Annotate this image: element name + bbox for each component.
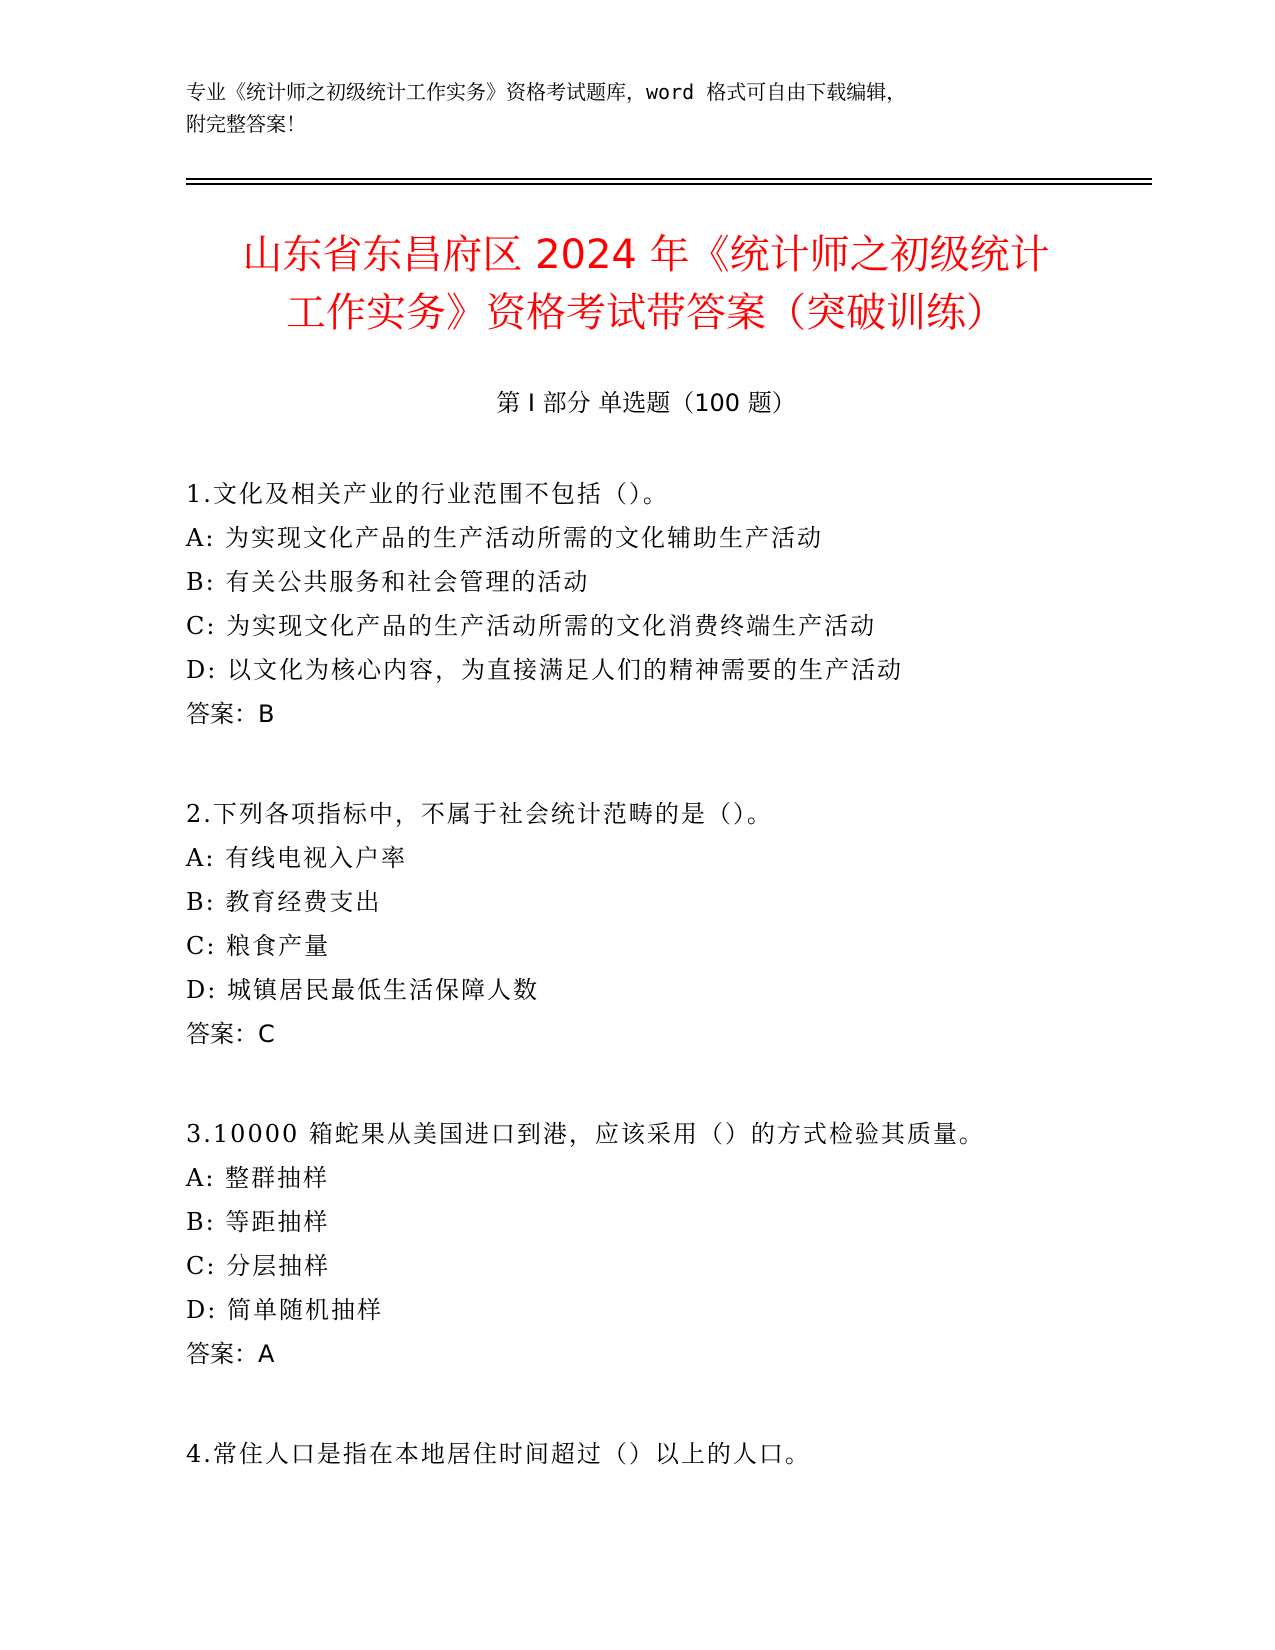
question-2	[186, 792, 1146, 1056]
question-1	[186, 472, 1146, 736]
header-note-line-2: 附完整答案！	[186, 112, 306, 136]
option-c: C: 为实现文化产品的生产活动所需的文化消费终端生产活动	[186, 612, 877, 640]
document-title-line-2: 工作实务》资格考试带答案（突破训练）	[286, 290, 1006, 336]
option-a: A: 有线电视入户率	[186, 844, 408, 872]
header-note	[186, 76, 1086, 140]
question-stem: 1.文化及相关产业的行业范围不包括（）。	[186, 480, 669, 508]
question-stem: 2.下列各项指标中，不属于社会统计范畴的是（）。	[186, 800, 773, 828]
document-title	[186, 226, 1106, 342]
document-title-line-1: 山东省东昌府区 2024 年《统计师之初级统计	[242, 232, 1050, 278]
option-d: D: 简单随机抽样	[186, 1296, 383, 1324]
header-divider-top	[186, 178, 1152, 180]
option-c: C: 粮食产量	[186, 932, 331, 960]
question-3	[186, 1112, 1146, 1376]
header-divider-bottom	[186, 183, 1152, 185]
section-heading: 第 I 部分 单选题（100 题）	[496, 389, 796, 417]
answer: 答案：C	[186, 1020, 275, 1048]
answer: 答案：A	[186, 1340, 275, 1368]
option-d: D: 以文化为核心内容，为直接满足人们的精神需要的生产活动	[186, 656, 903, 684]
option-d: D: 城镇居民最低生活保障人数	[186, 976, 539, 1004]
header-note-line-1: 专业《统计师之初级统计工作实务》资格考试题库，word 格式可自由下载编辑，	[186, 80, 907, 104]
question-4	[186, 1432, 1146, 1476]
option-b: B: 教育经费支出	[186, 888, 382, 916]
answer: 答案：B	[186, 700, 275, 728]
option-a: A: 整群抽样	[186, 1164, 330, 1192]
option-a: A: 为实现文化产品的生产活动所需的文化辅助生产活动	[186, 524, 824, 552]
option-b: B: 有关公共服务和社会管理的活动	[186, 568, 590, 596]
question-stem: 3.10000 箱蛇果从美国进口到港，应该采用（）的方式检验其质量。	[186, 1120, 985, 1148]
option-c: C: 分层抽样	[186, 1252, 331, 1280]
option-b: B: 等距抽样	[186, 1208, 330, 1236]
question-stem: 4.常住人口是指在本地居住时间超过（）以上的人口。	[186, 1440, 811, 1468]
